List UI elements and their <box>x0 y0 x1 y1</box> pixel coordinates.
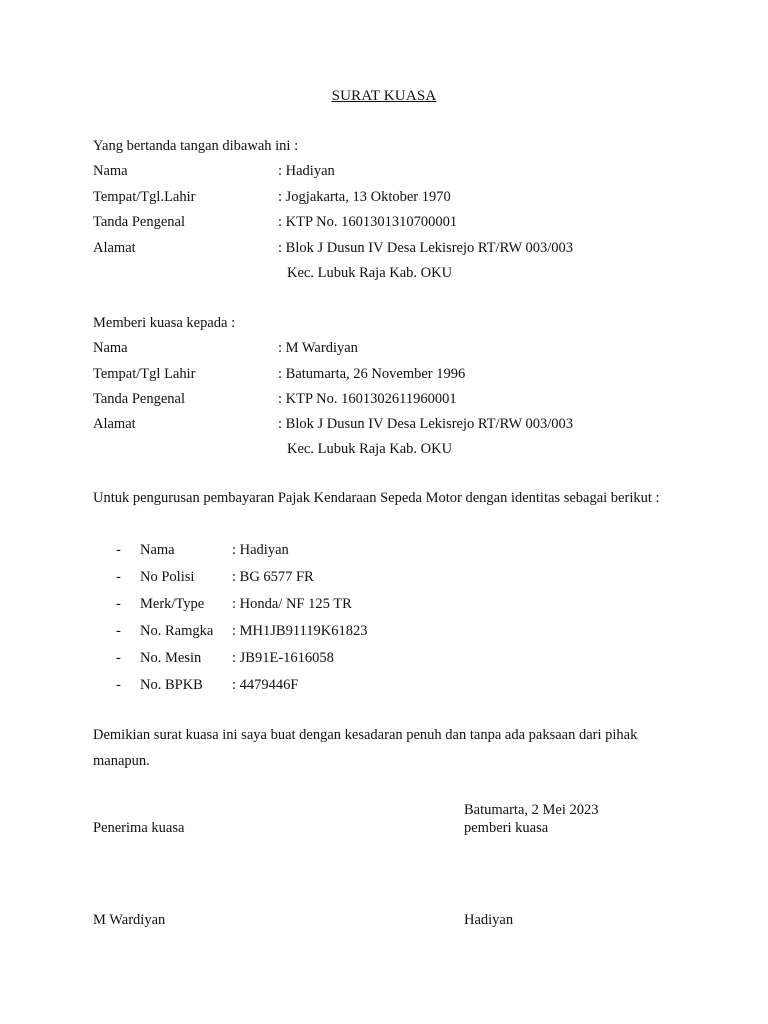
field-value: Kec. Lubuk Raja Kab. OKU <box>287 265 453 281</box>
item-label: Merk/Type <box>140 596 205 612</box>
item-label: Nama <box>140 542 175 558</box>
bullet: - <box>116 650 121 666</box>
field-label: Tanda Pengenal <box>93 391 185 407</box>
field-label: Tempat/Tgl Lahir <box>93 366 196 382</box>
item-value: : Hadiyan <box>232 542 289 558</box>
bullet: - <box>116 596 121 612</box>
field-value: : M Wardiyan <box>278 340 358 356</box>
closing-paragraph: Demikian surat kuasa ini saya buat dengan kesadaran penuh dan tanpa ada paksaan dari pihak manapun. <box>93 727 638 769</box>
field-label: Alamat <box>93 416 136 432</box>
purpose-paragraph: Untuk pengurusan pembayaran Pajak Kendaraan Sepeda Motor dengan identitas sebagai berikut : <box>93 490 660 506</box>
giver-name: Hadiyan <box>464 912 514 928</box>
receiver-name: M Wardiyan <box>93 912 166 928</box>
receiver-label: Penerima kuasa <box>93 820 185 836</box>
field-value: : KTP No. 1601301310700001 <box>278 214 458 230</box>
field-label: Tempat/Tgl.Lahir <box>93 189 196 205</box>
bullet: - <box>116 542 121 558</box>
field-value: : Blok J Dusun IV Desa Lekisrejo RT/RW 003/003 <box>278 416 574 432</box>
grantee-intro: Memberi kuasa kepada : <box>93 315 236 331</box>
item-value: : 4479446F <box>232 677 299 693</box>
bullet: - <box>116 623 121 639</box>
item-value: : BG 6577 FR <box>232 569 314 585</box>
field-value: : Hadiyan <box>278 163 335 179</box>
item-value: : Honda/ NF 125 TR <box>232 596 352 612</box>
field-value: : KTP No. 1601302611960001 <box>278 391 457 407</box>
giver-label: pemberi kuasa <box>464 820 549 836</box>
field-label: Nama <box>93 340 128 356</box>
item-label: No Polisi <box>140 569 195 585</box>
item-value: : MH1JB91119K61823 <box>232 623 368 639</box>
item-value: : JB91E-1616058 <box>232 650 334 666</box>
field-value: Kec. Lubuk Raja Kab. OKU <box>287 441 453 457</box>
grantor-intro: Yang bertanda tangan dibawah ini : <box>93 138 299 154</box>
field-label: Alamat <box>93 240 136 256</box>
bullet: - <box>116 677 121 693</box>
bullet: - <box>116 569 121 585</box>
document-title: SURAT KUASA <box>331 88 437 104</box>
item-label: No. Ramgka <box>140 623 214 639</box>
field-label: Nama <box>93 163 128 179</box>
field-label: Tanda Pengenal <box>93 214 185 230</box>
field-value: : Jogjakarta, 13 Oktober 1970 <box>278 189 451 205</box>
item-label: No. BPKB <box>140 677 203 693</box>
place-date: Batumarta, 2 Mei 2023 <box>464 802 599 818</box>
field-value: : Batumarta, 26 November 1996 <box>278 366 466 382</box>
field-value: : Blok J Dusun IV Desa Lekisrejo RT/RW 003/003 <box>278 240 574 256</box>
item-label: No. Mesin <box>140 650 202 666</box>
